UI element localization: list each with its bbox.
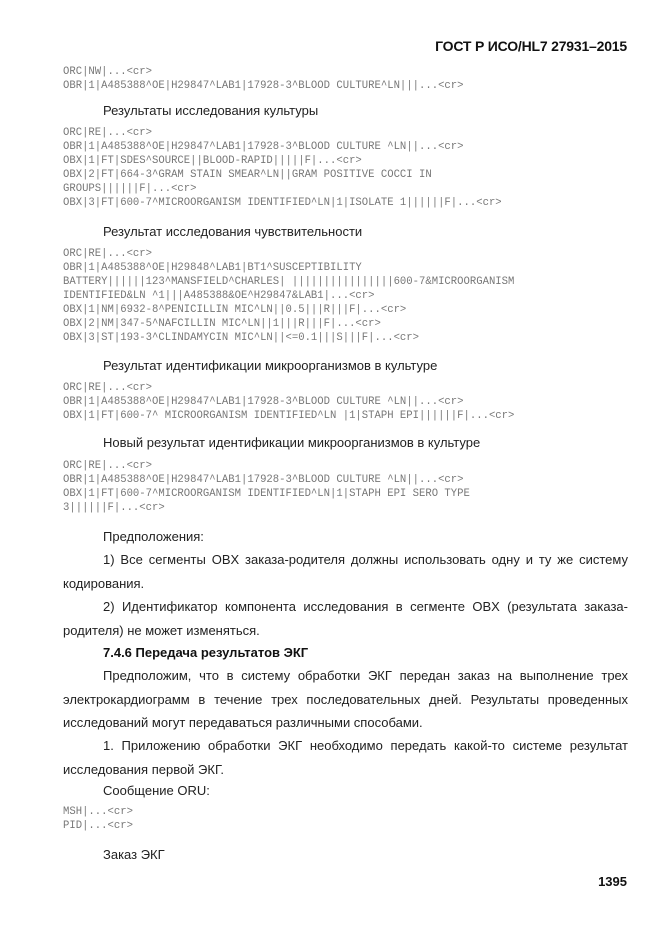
code-line: MSH|...<cr> [63, 806, 133, 818]
code-line: OBR|1|A485388^OE|H29847^LAB1|17928-3^BLOOD CULTURE^LN|||...<cr> [63, 80, 464, 92]
code-block-identification [63, 381, 514, 423]
document-header: ГОСТ Р ИСО/HL7 27931–2015 [435, 38, 627, 54]
assumption-2: 2) Идентификатор компонента исследования в сегменте OBX (результата заказа-родителя) не может изменяться. [63, 599, 628, 638]
code-line: ORC|RE|...<cr> [63, 127, 153, 139]
code-block-new-identification [63, 459, 470, 515]
code-line: OBX|1|NM|6932-8^PENICILLIN MIC^LN||0.5|||R|||F|...<cr> [63, 304, 407, 316]
caption-culture-results: Результаты исследования культуры [103, 103, 319, 118]
code-line: ORC|NW|...<cr> [63, 66, 153, 78]
page-number: 1395 [598, 874, 627, 889]
section-paragraph-2: 1. Приложению обработки ЭКГ необходимо передать какой-то системе результат исследования первой ЭКГ. [63, 738, 628, 777]
caption-identification: Результат идентификации микроорганизмов в культуре [103, 358, 438, 373]
code-line: OBX|1|FT|600-7^MICROORGANISM IDENTIFIED^LN|1|STAPH EPI SERO TYPE [63, 488, 470, 500]
assumption-1: 1) Все сегменты OBX заказа-родителя должны использовать одну и ту же систему кодирования. [63, 552, 628, 591]
code-line: OBX|3|ST|193-3^CLINDAMYCIN MIC^LN||<=0.1|||S|||F|...<cr> [63, 332, 420, 344]
code-line: OBR|1|A485388^OE|H29847^LAB1|17928-3^BLOOD CULTURE ^LN||...<cr> [63, 396, 464, 408]
code-block-susceptibility [63, 247, 514, 345]
code-line: OBR|1|A485388^OE|H29848^LAB1|BT1^SUSCEPTIBILITY [63, 262, 362, 274]
code-line: BATTERY||||||123^MANSFIELD^CHARLES| ||||||||||||||||600-7&MICROORGANISM [63, 276, 515, 288]
section-heading: 7.4.6 Передача результатов ЭКГ [103, 645, 309, 660]
code-line: 3||||||F|...<cr> [63, 502, 165, 514]
caption-susceptibility: Результат исследования чувствительности [103, 224, 363, 239]
code-line: ORC|RE|...<cr> [63, 460, 153, 472]
ecg-order-label: Заказ ЭКГ [103, 847, 165, 862]
code-line: OBX|2|FT|664-3^GRAM STAIN SMEAR^LN||GRAM POSITIVE COCCI IN [63, 169, 432, 181]
assumptions-label: Предположения: [103, 529, 204, 544]
code-line: PID|...<cr> [63, 820, 133, 832]
code-line: GROUPS||||||F|...<cr> [63, 183, 197, 195]
code-line: OBR|1|A485388^OE|H29847^LAB1|17928-3^BLOOD CULTURE ^LN||...<cr> [63, 474, 464, 486]
code-block-order [63, 65, 464, 93]
code-line: OBX|3|FT|600-7^MICROORGANISM IDENTIFIED^LN|1|ISOLATE 1||||||F|...<cr> [63, 197, 502, 209]
code-line: IDENTIFIED&LN ^1|||A485388&OE^H29847&LAB1|...<cr> [63, 290, 375, 302]
code-line: ORC|RE|...<cr> [63, 248, 153, 260]
code-line: OBX|1|FT|SDES^SOURCE||BLOOD-RAPID|||||F|...<cr> [63, 155, 362, 167]
code-block-culture-results [63, 126, 502, 210]
code-line: OBX|2|NM|347-5^NAFCILLIN MIC^LN||1|||R|||F|...<cr> [63, 318, 381, 330]
code-line: OBX|1|FT|600-7^ MICROORGANISM IDENTIFIED^LN |1|STAPH EPI||||||F|...<cr> [63, 410, 515, 422]
section-paragraph-1: Предположим, что в систему обработки ЭКГ передан заказ на выполнение трех электрокардиограмм в течение трех последовательных дней. Результаты проведенных исследований могут передаваться различными способами. [63, 668, 628, 730]
code-line: OBR|1|A485388^OE|H29847^LAB1|17928-3^BLOOD CULTURE ^LN||...<cr> [63, 141, 464, 153]
oru-message-label: Сообщение ORU: [103, 783, 210, 798]
code-block-oru [63, 805, 133, 833]
code-line: ORC|RE|...<cr> [63, 382, 153, 394]
caption-new-identification: Новый результат идентификации микроорганизмов в культуре [103, 435, 481, 450]
